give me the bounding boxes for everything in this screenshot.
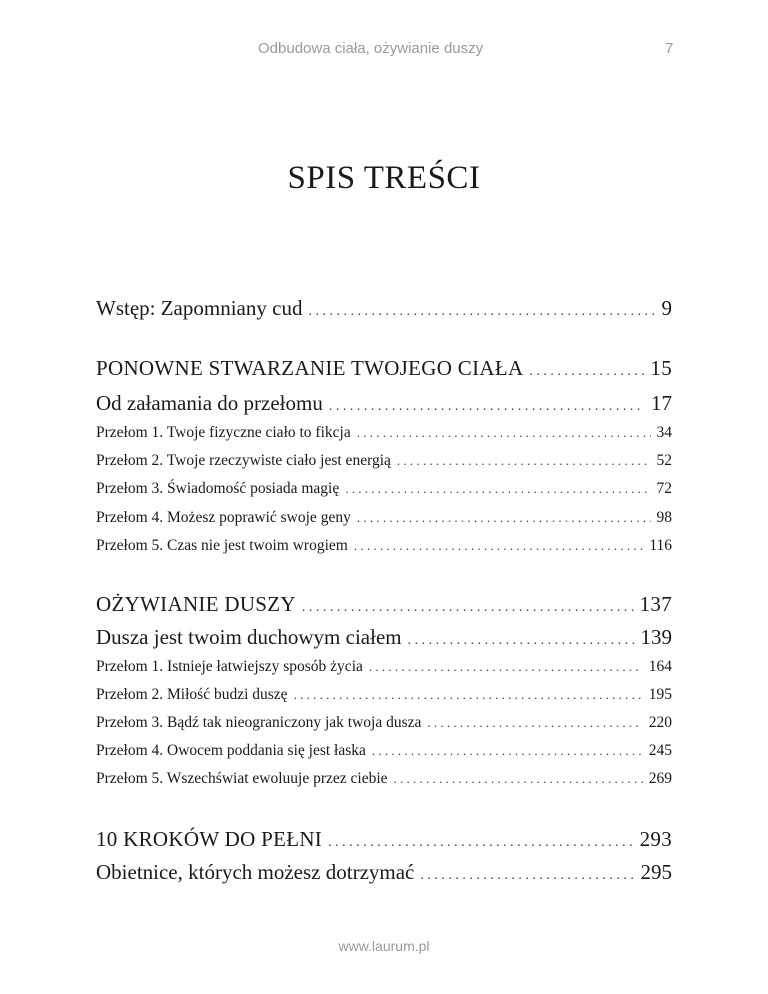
toc-entry-label: Przełom 3. Świadomość posiada magię — [96, 480, 340, 497]
dot-leader — [354, 538, 643, 554]
toc-entry-label: Przełom 2. Twoje rzeczywiste ciało jest energią — [96, 452, 391, 469]
toc-part-1-item-4[interactable] — [96, 509, 672, 527]
toc-entry-label: Przełom 3. Bądź tak nieograniczony jak twoja dusza — [96, 714, 422, 731]
toc-entry-page: 116 — [649, 537, 672, 554]
toc-part-2-chapter[interactable] — [96, 625, 672, 650]
dot-leader — [394, 771, 643, 787]
toc-part-2-item-3[interactable] — [96, 714, 672, 732]
toc-part-2-item-5[interactable] — [96, 770, 672, 788]
dot-leader — [302, 600, 634, 616]
dot-leader — [408, 633, 635, 649]
toc-entry-label: Przełom 1. Twoje fizyczne ciało to fikcja — [96, 424, 351, 441]
toc-entry-page: 17 — [651, 391, 672, 415]
toc-entry-page: 269 — [648, 770, 672, 787]
dot-leader — [357, 510, 651, 526]
toc-part-1-chapter[interactable] — [96, 391, 672, 416]
toc-entry-intro[interactable] — [96, 296, 672, 321]
toc-entry-page: 220 — [648, 714, 672, 731]
toc-part-3-chapter[interactable] — [96, 860, 672, 885]
toc-entry-page: 245 — [648, 742, 672, 759]
toc-entry-label: OŻYWIANIE DUSZY — [96, 592, 296, 616]
toc-part-2-title[interactable] — [96, 592, 672, 617]
toc-part-2-item-4[interactable] — [96, 742, 672, 760]
toc-part-1-item-3[interactable] — [96, 480, 672, 498]
toc-entry-label: Przełom 4. Owocem poddania się jest łaska — [96, 742, 366, 759]
toc-entry-page: 164 — [648, 658, 672, 675]
toc-entry-label: Przełom 2. Miłość budzi duszę — [96, 686, 288, 703]
toc-entry-label: Przełom 4. Możesz poprawić swoje geny — [96, 509, 351, 526]
dot-leader — [397, 453, 651, 469]
toc-entry-label: Dusza jest twoim duchowym ciałem — [96, 625, 402, 649]
toc-part-2-item-2[interactable] — [96, 686, 672, 704]
footer-url: www.laurum.pl — [338, 938, 430, 954]
toc-entry-page: 137 — [639, 592, 672, 616]
toc-entry-label: 10 KROKÓW DO PEŁNI — [96, 827, 323, 851]
dot-leader — [308, 304, 655, 320]
toc-part-1-item-2[interactable] — [96, 452, 672, 470]
toc-entry-label: Obietnice, których możesz dotrzymać — [96, 860, 415, 884]
toc-entry-page: 34 — [656, 424, 672, 441]
toc-entry-page: 195 — [648, 686, 672, 703]
toc-entry-label: PONOWNE STWARZANIE TWOJEGO CIAŁA — [96, 356, 524, 380]
toc-part-1-title[interactable] — [96, 356, 672, 381]
dot-leader — [372, 743, 643, 759]
dot-leader — [529, 364, 644, 380]
toc-entry-page: 52 — [656, 452, 672, 469]
toc-entry-page: 72 — [656, 480, 672, 497]
dot-leader — [357, 425, 651, 441]
toc-entry-page: 139 — [640, 625, 672, 649]
running-header-page-number: 7 — [665, 40, 674, 57]
dot-leader — [427, 715, 642, 731]
dot-leader — [345, 481, 650, 497]
toc-entry-page: 9 — [661, 296, 672, 320]
dot-leader — [328, 835, 634, 851]
toc-entry-label: Przełom 5. Czas nie jest twoim wrogiem — [96, 537, 348, 554]
toc-entry-label: Od załamania do przełomu — [96, 391, 323, 415]
toc-part-1-item-1[interactable] — [96, 424, 672, 442]
toc-entry-label: Przełom 1. Istnieje łatwiejszy sposób życia — [96, 658, 363, 675]
toc-entry-page: 293 — [639, 827, 672, 851]
dot-leader — [420, 868, 634, 884]
toc-entry-page: 98 — [656, 509, 672, 526]
dot-leader — [329, 399, 645, 415]
dot-leader — [369, 659, 643, 675]
toc-part-3-title[interactable] — [96, 827, 672, 852]
toc-part-1-item-5[interactable] — [96, 537, 672, 555]
page-title: SPIS TREŚCI — [287, 160, 481, 196]
toc-entry-page: 15 — [650, 356, 672, 380]
toc-entry-page: 295 — [640, 860, 672, 884]
toc-entry-label: Przełom 5. Wszechświat ewoluuje przez ciebie — [96, 770, 388, 787]
running-header-title: Odbudowa ciała, ożywianie duszy — [258, 40, 484, 57]
toc-part-2-item-1[interactable] — [96, 658, 672, 676]
dot-leader — [294, 687, 643, 703]
toc-entry-label: Wstęp: Zapomniany cud — [96, 296, 303, 320]
